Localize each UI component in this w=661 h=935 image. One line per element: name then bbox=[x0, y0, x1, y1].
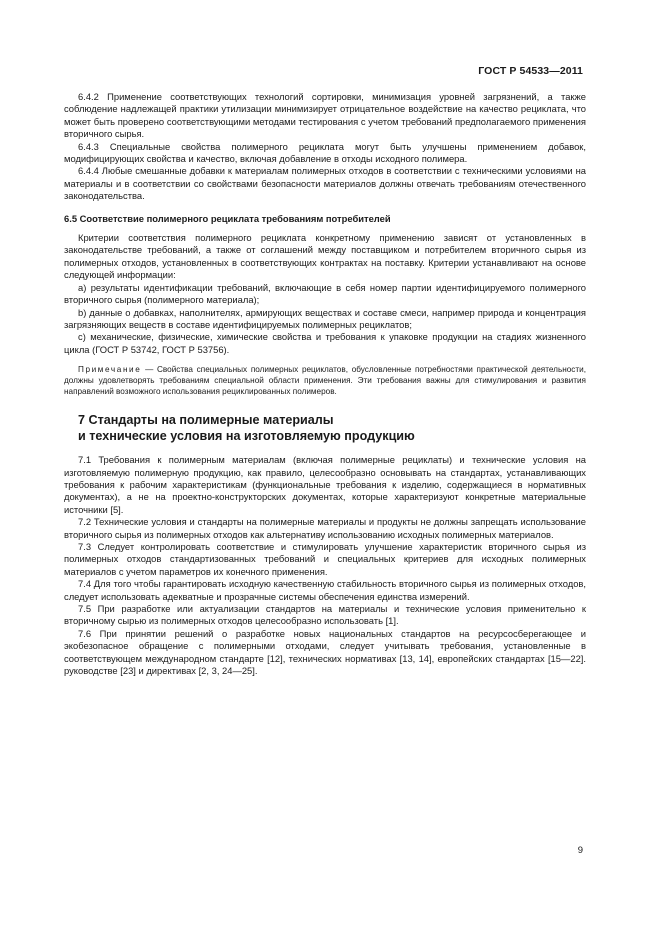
list-item-a: a) результаты идентификации требований, включающие в себя номер партии идентифицируемого полимерного вторичного сырья (полимерного материала); bbox=[64, 281, 586, 306]
paragraph-7-2: 7.2 Технические условия и стандарты на полимерные материалы и продукты не должны запрещать использование вторичного сырья из полимерных отходов как альтернативу использованию исходных полимерных материалов. bbox=[64, 516, 586, 540]
paragraph-6-4-3: 6.4.3 Специальные свойства полимерного рециклата могут быть улучшены применением добавок, модифицирующих свойства и качество, включая добавление в отходы исходного полимера. bbox=[64, 140, 586, 165]
list-item-b: b) данные о добавках, наполнителях, армирующих веществах и составе смеси, например природа и концентрация загрязняющих веществ в составе идентифицируемых полимерных рециклатов; bbox=[64, 306, 586, 330]
paragraph-6-4-4: 6.4.4 Любые смешанные добавки к материалам полимерных отходов в соответствии с техническими условиями на материалы и в соответствии со свойствами безопасности материалов должны отвечать требованиям отечественного законодательства. bbox=[64, 165, 586, 202]
document-code-header: ГОСТ Р 54533—2011 bbox=[478, 65, 583, 77]
note-label: Примечание bbox=[78, 365, 142, 375]
heading-6-5: 6.5 Соответствие полимерного рециклата требованиям потребителей bbox=[64, 212, 391, 224]
paragraph-6-4-2: 6.4.2 Применение соответствующих технологий сортировки, минимизация уровней загрязнений, а также соблюдение надлежащей практики утилизации минимизирует отрицательное воздействие на качество рециклата, что может быть проверено соответствующими методами тестирования с учетом требований предполагаемого применения вторичного сырья. bbox=[64, 91, 586, 140]
heading-section-7 bbox=[64, 413, 586, 444]
paragraph-6-5: Критерии соответствия полимерного рециклата конкретному применению зависят от установленных в законодательстве требований, а также от соглашений между поставщиком и потребителем вторичного сырья из полимерных отходов, установленных в соответствующих контрактах на поставку. Критерии устанавливают на основе следующей информации: bbox=[64, 232, 586, 281]
heading-7-line-1: 7 Стандарты на полимерные материалы bbox=[78, 413, 334, 428]
page-number: 9 bbox=[577, 845, 583, 856]
paragraph-7-5: 7.5 При разработке или актуализации стандартов на материалы и технические условия применительно к вторичному сырью из полимерных отходов целесообразно использовать [1]. bbox=[64, 603, 586, 627]
note-6-5 bbox=[64, 364, 586, 397]
heading-7-line-2: и технические условия на изготовляемую продукцию bbox=[78, 428, 415, 443]
paragraph-7-3: 7.3 Следует контролировать соответствие и стимулировать улучшение характеристик вторичного сырья из полимерных отходов стандартизованных требований и специальных критериев для исходных полимерных материалов с учетом параметров их конечного применения. bbox=[64, 540, 586, 577]
paragraph-7-4: 7.4 Для того чтобы гарантировать исходную качественную стабильность вторичного сырья из полимерных отходов, следует использовать адекватные и прозрачные системы обеспечения единства измерений. bbox=[64, 578, 586, 602]
paragraph-7-6: 7.6 При принятии решений о разработке новых национальных стандартов на ресурсосберегающее и экобезопасное обращение с полимерными отходами, следует учитывать требования, установленные в соответствующем международном стандарте [12], технических нормативах [13, 14], европейских стандартах [15—22]. руководстве [23] и директивах [2, 3, 24—25]. bbox=[64, 627, 586, 677]
page-content bbox=[64, 91, 586, 677]
list-item-c: c) механические, физические, химические свойства и требования к упаковке продукции на стадиях жизненного цикла (ГОСТ Р 53742, ГОСТ Р 53756). bbox=[64, 331, 586, 355]
note-text: — Свойства специальных полимерных рециклатов, обусловленные потребностями практической деятельности, должны удовлетворять требованиям специальной области применения. Эти требования важны для стимулирования и развития направлений возможного использования рециклированных полимеров. bbox=[64, 365, 586, 397]
paragraph-7-1: 7.1 Требования к полимерным материалам (включая полимерные рециклаты) и технические условия на изготовляемую полимерную продукцию, как правило, целесообразно основывать на стандартах, устанавливающих требования к рабочим характеристикам (функциональные требования к изделию, содержащиеся в нормативных документах), а не на проектно-конструкторских документах, которые характеризуют конкретные материальные источники [5]. bbox=[64, 454, 586, 515]
